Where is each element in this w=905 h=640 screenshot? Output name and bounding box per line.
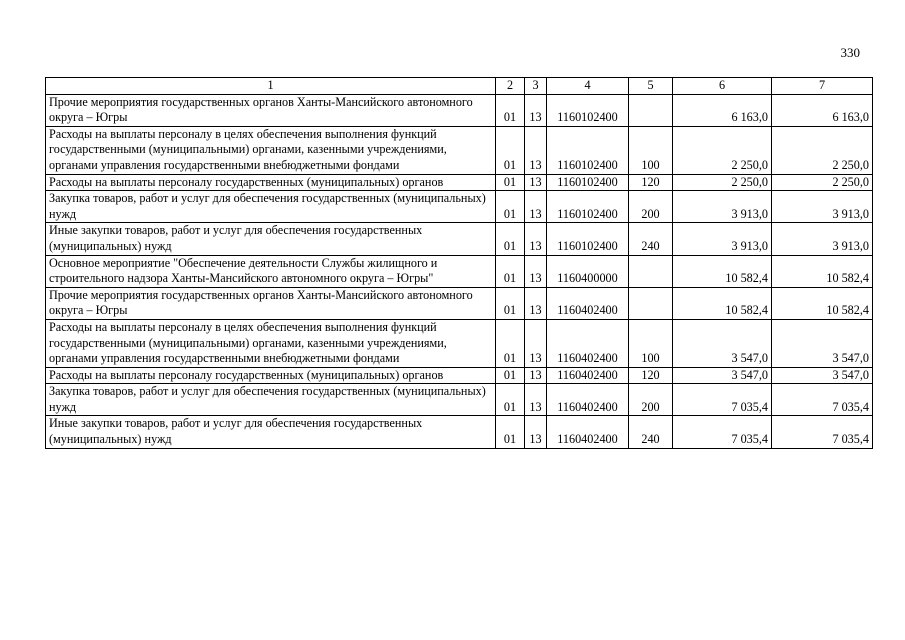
cell-section: 01 [496, 126, 525, 174]
cell-section: 01 [496, 384, 525, 416]
cell-subsection: 13 [525, 191, 547, 223]
table-row [46, 191, 873, 223]
cell-section: 01 [496, 94, 525, 126]
cell-name: Расходы на выплаты персоналу в целях обеспечения выполнения функций государственными (муниципальными) органами, казенными учреждениями, органами управления государственными внебюджетными фондами [46, 319, 496, 367]
header-cell-6: 6 [673, 78, 772, 95]
cell-name: Закупка товаров, работ и услуг для обеспечения государственных (муниципальных) нужд [46, 191, 496, 223]
cell-subsection: 13 [525, 126, 547, 174]
cell-name: Иные закупки товаров, работ и услуг для обеспечения государственных (муниципальных) нужд [46, 223, 496, 255]
cell-section: 01 [496, 223, 525, 255]
cell-amount-1: 2 250,0 [673, 126, 772, 174]
cell-expense-type [629, 255, 673, 287]
cell-target-article: 1160402400 [547, 416, 629, 448]
cell-amount-1: 3 547,0 [673, 319, 772, 367]
cell-name: Расходы на выплаты персоналу государственных (муниципальных) органов [46, 367, 496, 384]
cell-expense-type: 200 [629, 384, 673, 416]
cell-target-article: 1160402400 [547, 319, 629, 367]
cell-amount-1: 10 582,4 [673, 255, 772, 287]
header-cell-3: 3 [525, 78, 547, 95]
table-header-row [46, 78, 873, 95]
cell-expense-type: 120 [629, 174, 673, 191]
cell-section: 01 [496, 367, 525, 384]
cell-amount-2: 6 163,0 [772, 94, 873, 126]
cell-target-article: 1160402400 [547, 367, 629, 384]
cell-name: Расходы на выплаты персоналу в целях обеспечения выполнения функций государственными (муниципальными) органами, казенными учреждениями, органами управления государственными внебюджетными фондами [46, 126, 496, 174]
cell-amount-2: 2 250,0 [772, 126, 873, 174]
table-row [46, 94, 873, 126]
cell-target-article: 1160400000 [547, 255, 629, 287]
cell-amount-1: 2 250,0 [673, 174, 772, 191]
cell-amount-1: 3 913,0 [673, 223, 772, 255]
cell-amount-2: 7 035,4 [772, 384, 873, 416]
cell-expense-type: 200 [629, 191, 673, 223]
header-cell-5: 5 [629, 78, 673, 95]
cell-subsection: 13 [525, 287, 547, 319]
cell-amount-1: 10 582,4 [673, 287, 772, 319]
cell-name: Расходы на выплаты персоналу государственных (муниципальных) органов [46, 174, 496, 191]
cell-subsection: 13 [525, 223, 547, 255]
cell-subsection: 13 [525, 255, 547, 287]
cell-subsection: 13 [525, 384, 547, 416]
cell-subsection: 13 [525, 319, 547, 367]
cell-target-article: 1160102400 [547, 126, 629, 174]
cell-amount-2: 2 250,0 [772, 174, 873, 191]
table-row [46, 174, 873, 191]
table-row [46, 384, 873, 416]
table-body [46, 94, 873, 448]
cell-expense-type: 100 [629, 126, 673, 174]
cell-name: Основное мероприятие "Обеспечение деятельности Службы жилищного и строительного надзора Ханты-Мансийского автономного округа – Югры" [46, 255, 496, 287]
cell-section: 01 [496, 416, 525, 448]
cell-expense-type: 240 [629, 416, 673, 448]
header-cell-2: 2 [496, 78, 525, 95]
cell-expense-type [629, 287, 673, 319]
cell-amount-1: 3 913,0 [673, 191, 772, 223]
cell-target-article: 1160102400 [547, 223, 629, 255]
cell-amount-2: 10 582,4 [772, 287, 873, 319]
cell-expense-type: 240 [629, 223, 673, 255]
cell-subsection: 13 [525, 416, 547, 448]
cell-expense-type [629, 94, 673, 126]
cell-amount-1: 7 035,4 [673, 416, 772, 448]
table-row [46, 287, 873, 319]
cell-section: 01 [496, 319, 525, 367]
cell-amount-2: 10 582,4 [772, 255, 873, 287]
budget-table [45, 77, 873, 449]
cell-section: 01 [496, 191, 525, 223]
table-row [46, 367, 873, 384]
cell-section: 01 [496, 255, 525, 287]
cell-amount-2: 3 547,0 [772, 367, 873, 384]
cell-name: Прочие мероприятия государственных органов Ханты-Мансийского автономного округа – Югры [46, 287, 496, 319]
cell-amount-2: 7 035,4 [772, 416, 873, 448]
cell-amount-1: 3 547,0 [673, 367, 772, 384]
cell-target-article: 1160102400 [547, 94, 629, 126]
cell-target-article: 1160102400 [547, 191, 629, 223]
table-row [46, 255, 873, 287]
page-number: 330 [840, 45, 860, 60]
cell-amount-2: 3 913,0 [772, 191, 873, 223]
cell-target-article: 1160402400 [547, 287, 629, 319]
cell-section: 01 [496, 174, 525, 191]
cell-expense-type: 120 [629, 367, 673, 384]
cell-name: Иные закупки товаров, работ и услуг для обеспечения государственных (муниципальных) нужд [46, 416, 496, 448]
table-row [46, 416, 873, 448]
cell-target-article: 1160402400 [547, 384, 629, 416]
header-cell-1: 1 [46, 78, 496, 95]
cell-amount-1: 7 035,4 [673, 384, 772, 416]
cell-subsection: 13 [525, 94, 547, 126]
table-row [46, 126, 873, 174]
cell-subsection: 13 [525, 367, 547, 384]
table-row [46, 319, 873, 367]
header-cell-4: 4 [547, 78, 629, 95]
header-cell-7: 7 [772, 78, 873, 95]
cell-amount-1: 6 163,0 [673, 94, 772, 126]
cell-name: Закупка товаров, работ и услуг для обеспечения государственных (муниципальных) нужд [46, 384, 496, 416]
cell-expense-type: 100 [629, 319, 673, 367]
cell-name: Прочие мероприятия государственных органов Ханты-Мансийского автономного округа – Югры [46, 94, 496, 126]
cell-section: 01 [496, 287, 525, 319]
table-row [46, 223, 873, 255]
cell-target-article: 1160102400 [547, 174, 629, 191]
cell-amount-2: 3 913,0 [772, 223, 873, 255]
cell-amount-2: 3 547,0 [772, 319, 873, 367]
cell-subsection: 13 [525, 174, 547, 191]
